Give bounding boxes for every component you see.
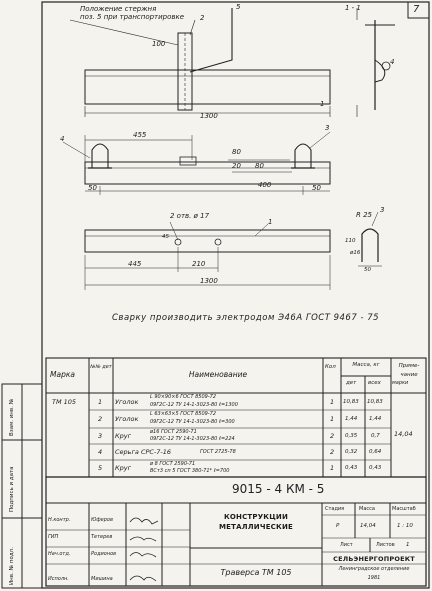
row3-det: 0,35: [345, 433, 358, 439]
dim-80a: 80: [232, 148, 241, 156]
callout-3-detail: 3: [380, 206, 385, 214]
org-line3: 1981: [367, 575, 381, 581]
doc-code: 9015 - 4 КМ - 5: [232, 482, 325, 496]
row4-name: Серьга СРС-7-16: [115, 448, 172, 456]
angle-beam-front: [85, 70, 330, 104]
dim-1300-top: 1300: [200, 112, 218, 120]
role-3: Нач.отд.: [48, 551, 71, 557]
sheets-label: Листов: [376, 542, 395, 548]
dim-45: 45: [162, 234, 169, 240]
row1-qty: 1: [330, 398, 335, 406]
row1-all: 10,83: [367, 399, 383, 405]
row2-spec-top: L 63×63×5 ГОСТ 8509-72: [150, 411, 216, 417]
callout-4-section: 4: [390, 58, 395, 66]
row4-all: 0,64: [369, 449, 382, 455]
header-mass-all: всех: [368, 380, 381, 386]
position-note-line1: Положение стержня: [80, 5, 157, 13]
rod-transport-position: [190, 8, 232, 72]
side-sign-date: Подпись и дата: [9, 466, 15, 512]
sheet-frame: [42, 2, 429, 588]
callout-2: 2: [200, 14, 205, 22]
mass-value: 14,04: [360, 523, 376, 529]
row2-spec-bottom: 09Г2С-12 ТУ 14-1-3023-80 ℓ=300: [150, 419, 235, 425]
row3-pos: 3: [98, 432, 103, 440]
scale-label: Масштаб: [392, 506, 416, 512]
mass-label: Масса: [359, 506, 375, 512]
dim-20: 20: [232, 162, 241, 170]
dim-1300-bottom: 1300: [200, 277, 218, 285]
dim-210: 210: [192, 260, 206, 268]
sheet-number: 7: [413, 4, 420, 15]
dim-50b: 50: [312, 184, 321, 192]
row2-pos: 2: [98, 415, 103, 423]
row4-pos: 4: [98, 448, 103, 456]
org-line2: Ленинградское отделение: [338, 566, 410, 572]
shackle-left: [92, 144, 108, 168]
dim-50c: 50: [364, 267, 371, 273]
role-5: Исполн.: [48, 576, 69, 582]
header-qty: Кол: [325, 364, 336, 370]
welding-note: Сварку производить электродом Э46А ГОСТ 9467 - 75: [112, 313, 380, 323]
side-stamp-grid: [2, 384, 42, 588]
dim-r25: R 25: [356, 211, 372, 219]
callout-1-section: 1: [320, 100, 325, 108]
row1-spec-bottom: 09Г2С-12 ТУ 14-1-3023-80 ℓ=1300: [150, 402, 238, 408]
row3-spec-top: ø16 ГОСТ 2590-71: [150, 429, 197, 435]
row2-all: 1,44: [369, 416, 382, 422]
row3-qty: 2: [330, 432, 335, 440]
row3-spec-bottom: 09Г2С-12 ТУ 14-1-3023-80 ℓ=224: [150, 436, 235, 442]
row5-name: Круг: [115, 464, 132, 472]
dim-50a: 50: [88, 184, 97, 192]
row1-det: 10,83: [343, 399, 359, 405]
row4-spec-top: ГОСТ 2725-78: [200, 449, 236, 455]
row2-det: 1,44: [345, 416, 358, 422]
role-5-name: Мишина: [91, 576, 113, 582]
hole-2: [215, 239, 221, 245]
header-mass-mark: марки: [392, 380, 409, 386]
dim-445: 445: [128, 260, 142, 268]
org-line1: СЕЛЬЭНЕРГОПРОЕКТ: [333, 555, 415, 563]
row1-pos: 1: [98, 398, 103, 406]
side-replace: Взам. инв. №: [9, 398, 15, 436]
holes-note: 2 отв. ø 17: [170, 212, 210, 220]
callout-3: 3: [325, 124, 330, 132]
header-mass-det: дет: [346, 380, 357, 386]
row5-qty: 1: [330, 464, 335, 472]
side-inv: Инв. № подл.: [9, 547, 15, 585]
shackle-right: [295, 144, 311, 168]
dim-d16: ø16: [350, 250, 361, 256]
row3-name: Круг: [115, 432, 132, 440]
signature-2: [130, 537, 156, 541]
scale-value: 1 : 10: [397, 523, 413, 529]
dim-455: 455: [133, 131, 147, 139]
row5-pos: 5: [98, 464, 103, 472]
row5-spec-top: ø 8 ГОСТ 2590-71: [150, 461, 196, 467]
spec-mark: ТМ 105: [52, 398, 77, 406]
header-pos: №№ дет: [90, 364, 112, 370]
rod-u-detail: [362, 229, 378, 262]
row2-qty: 1: [330, 415, 335, 423]
row4-qty: 2: [330, 448, 335, 456]
role-2-name: Тетерев: [91, 534, 113, 540]
stage-label: Стадия: [325, 506, 345, 512]
dim-110: 110: [345, 238, 356, 244]
header-name: Наименование: [188, 370, 248, 379]
signature-3: [130, 553, 156, 558]
row5-spec-bottom: ВСт3 сп 5 ГОСТ 380-71* ℓ=700: [150, 468, 230, 474]
callout-5: 5: [236, 3, 241, 11]
row5-det: 0,43: [345, 465, 358, 471]
section-title-line2: МЕТАЛЛИЧЕСКИЕ: [219, 523, 293, 531]
spec-mass-mark: 14,04: [394, 430, 413, 438]
role-1: Н.контр.: [48, 517, 71, 523]
row1-spec-top: L 90×90×6 ГОСТ 8509-72: [150, 394, 216, 400]
angle-beam-plan: [85, 162, 330, 184]
dim-80b: 80: [255, 162, 264, 170]
section-title-line1: КОНСТРУКЦИИ: [223, 513, 289, 521]
row4-det: 0,32: [345, 449, 358, 455]
signature-1: [130, 518, 158, 524]
angle-beam-holes-view: [85, 230, 330, 252]
role-3-name: Родионов: [91, 551, 117, 557]
dim-400: 400: [258, 181, 272, 189]
dim-100: 100: [152, 40, 166, 48]
role-1-name: Юферов: [91, 517, 113, 523]
position-note-line2: поз. 5 при транспортировке: [80, 13, 185, 21]
callout-1: 1: [268, 218, 273, 226]
section-1-1-label: 1 - 1: [345, 4, 361, 12]
sheets-value: 1: [406, 542, 410, 548]
row1-name: Уголок: [115, 398, 139, 406]
item-title: Траверса ТМ 105: [220, 568, 292, 577]
row2-name: Уголок: [115, 415, 139, 423]
sheet-label: Лист: [340, 542, 353, 548]
stage-value: Р: [336, 523, 340, 529]
row5-all: 0,43: [369, 465, 382, 471]
signature-4: [130, 576, 156, 581]
header-note: Приме- чание: [398, 363, 420, 378]
header-mass: Масса, кг: [352, 362, 380, 368]
callout-4: 4: [60, 135, 65, 143]
header-mark: Марка: [50, 370, 75, 379]
role-2: ГИП: [48, 534, 59, 540]
row3-all: 0,7: [371, 433, 380, 439]
